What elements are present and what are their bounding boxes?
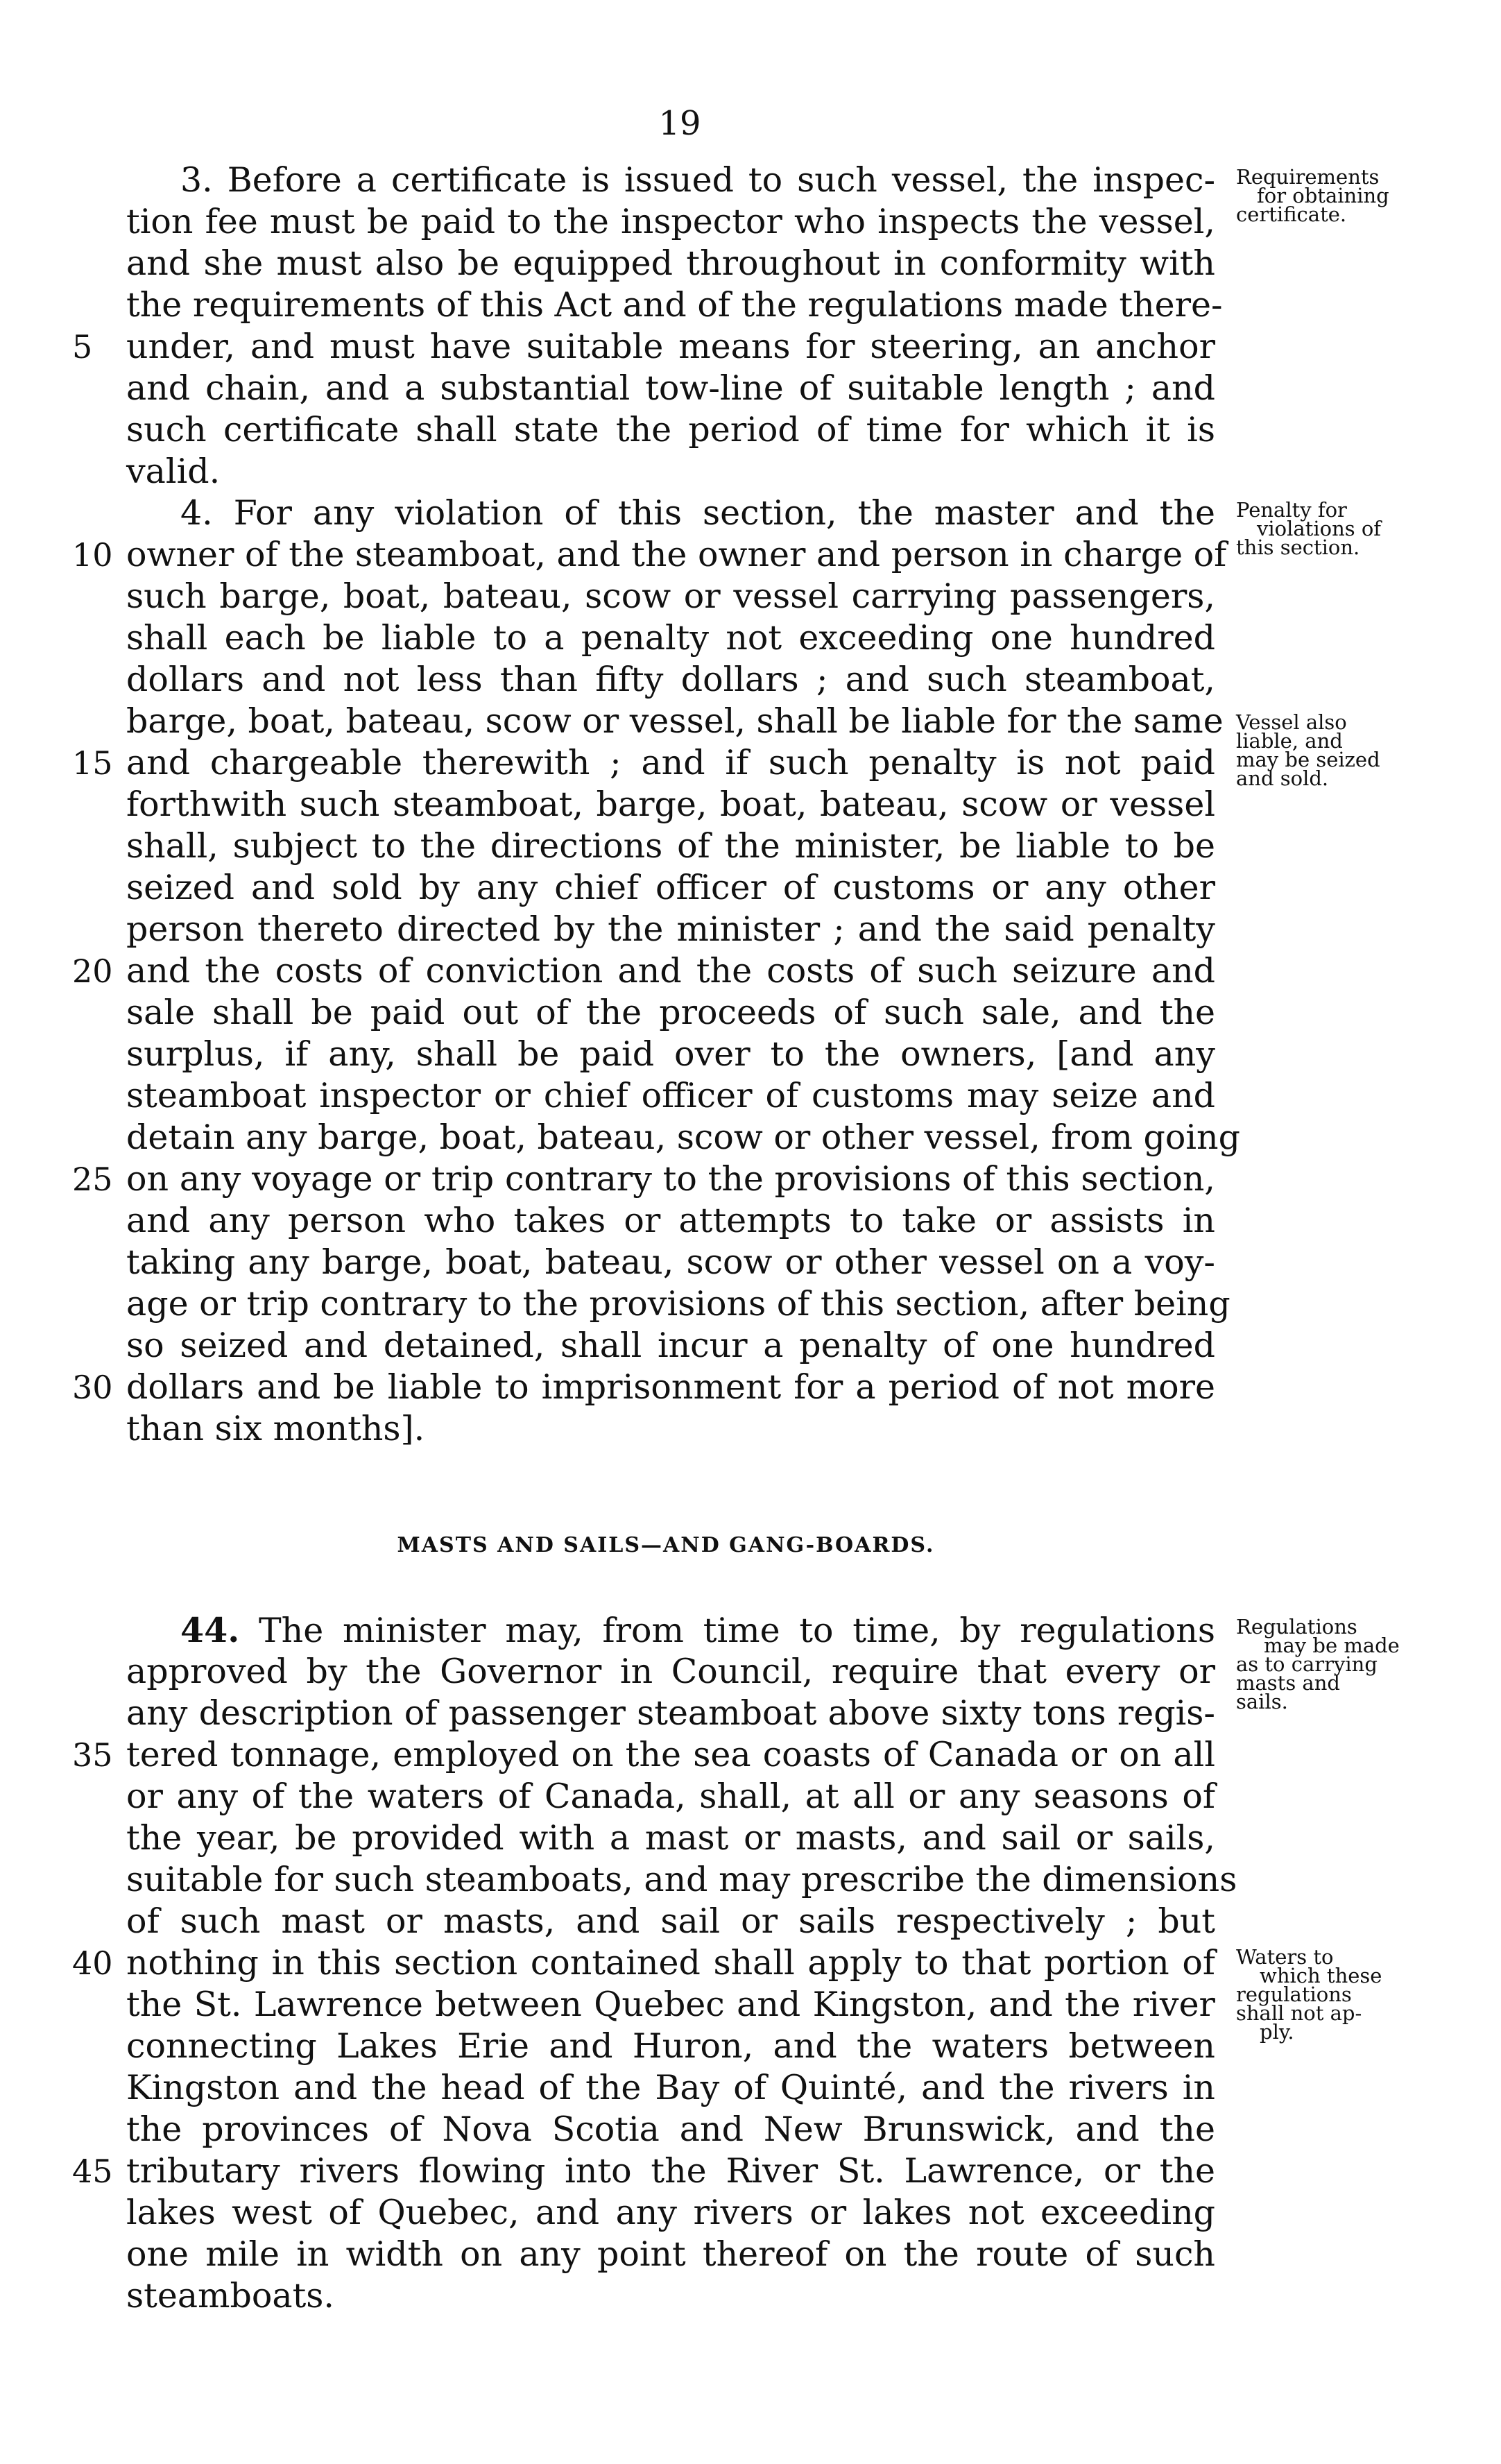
line-number: 25 — [72, 1161, 113, 1198]
text-line: the St. Lawrence between Quebec and Kingston, and the river — [126, 1985, 1215, 2024]
margin-note-vessel-liable — [1236, 710, 1416, 790]
margin-note-regulations — [1236, 1615, 1416, 1713]
section-first-line: The minister may, from time to time, by regulations — [239, 1611, 1215, 1650]
margin-note-line: regulations — [1236, 1983, 1352, 2006]
text-line: steamboats. — [126, 2276, 335, 2316]
margin-note-line: sails. — [1236, 1690, 1288, 1713]
text-line: such certificate shall state the period of time for which it is — [126, 410, 1215, 450]
text-line: dollars and not less than fifty dollars ; and such steamboat, — [126, 660, 1215, 699]
text-line: barge, boat, bateau, scow or vessel, shall be liable for the same — [126, 701, 1224, 741]
text-line: surplus, if any, shall be paid over to the owners, [and any — [126, 1034, 1215, 1074]
text-line: such barge, boat, bateau, scow or vessel carrying passengers, — [126, 576, 1215, 616]
text-line: Kingston and the head of the Bay of Quinté, and the rivers in — [126, 2068, 1215, 2107]
text-line: forthwith such steamboat, barge, boat, bateau, scow or vessel — [126, 785, 1215, 824]
margin-note-penalty — [1236, 498, 1416, 559]
text-line — [126, 1609, 1215, 1652]
text-line: tion fee must be paid to the inspector who inspects the vessel, — [126, 202, 1215, 241]
text-line: than six months]. — [126, 1409, 425, 1448]
margin-note-line: this section. — [1236, 536, 1360, 559]
text-line: the requirements of this Act and of the regulations made there- — [126, 285, 1223, 325]
text-line: and chargeable therewith ; and if such penalty is not paid — [126, 743, 1215, 782]
text-line: and the costs of conviction and the costs of such seizure and — [126, 951, 1215, 991]
margin-note-line: may be seized — [1236, 748, 1380, 771]
section-heading: MASTS AND SAILS—AND GANG-BOARDS. — [397, 1533, 935, 1557]
text-line: nothing in this section contained shall apply to that portion of — [126, 1943, 1215, 1983]
text-line: seized and sold by any chief officer of customs or any other — [126, 868, 1215, 907]
line-number: 10 — [72, 536, 113, 574]
text-line: age or trip contrary to the provisions of this section, after being — [126, 1284, 1230, 1324]
text-line: so seized and detained, shall incur a penalty of one hundred — [126, 1326, 1215, 1365]
line-number: 20 — [72, 952, 113, 990]
margin-note-requirements — [1236, 165, 1416, 226]
line-number: 40 — [72, 1944, 113, 1982]
margin-note-line: and sold. — [1236, 767, 1329, 790]
margin-note-line: liable, and — [1236, 729, 1343, 753]
text-line: and chain, and a substantial tow-line of suitable length ; and — [126, 368, 1215, 408]
text-line: and any person who takes or attempts to take or assists in — [126, 1201, 1215, 1240]
text-line: on any voyage or trip contrary to the provisions of this section, — [126, 1159, 1215, 1199]
text-line: or any of the waters of Canada, shall, at all or any seasons of — [126, 1777, 1215, 1816]
text-line: detain any barge, boat, bateau, scow or other vessel, from going — [126, 1118, 1240, 1157]
text-line: 3. Before a certificate is issued to such vessel, the inspec- — [180, 160, 1215, 200]
text-line: steamboat inspector or chief officer of customs may seize and — [126, 1076, 1215, 1115]
text-line: 4. For any violation of this section, the master and the — [180, 493, 1215, 533]
text-line: owner of the steamboat, and the owner and person in charge of — [126, 535, 1227, 574]
text-line: approved by the Governor in Council, require that every or — [126, 1652, 1215, 1691]
margin-note-line: ply. — [1260, 2020, 1294, 2044]
text-line: under, and must have suitable means for steering, an anchor — [126, 327, 1215, 366]
text-line: one mile in width on any point thereof on the route of such — [126, 2234, 1215, 2274]
margin-note-line: may be made — [1264, 1634, 1400, 1657]
section-number: 44. — [180, 1610, 240, 1650]
text-line: dollars and be liable to imprisonment for a period of not more — [126, 1367, 1215, 1407]
text-line: shall each be liable to a penalty not exceeding one hundred — [126, 618, 1215, 658]
text-line: taking any barge, boat, bateau, scow or other vessel on a voy- — [126, 1242, 1215, 1282]
margin-note-waters — [1236, 1945, 1416, 2044]
text-line: lakes west of Quebec, and any rivers or lakes not exceeding — [126, 2193, 1215, 2232]
margin-note-line: Regulations — [1236, 1615, 1357, 1639]
line-number: 45 — [72, 2153, 113, 2190]
text-line: the year, be provided with a mast or masts, and sail or sails, — [126, 1818, 1215, 1858]
text-line: person thereto directed by the minister ; and the said penalty — [126, 909, 1215, 949]
margin-note-line: Penalty for — [1236, 498, 1347, 522]
margin-note-line: Requirements — [1236, 165, 1380, 189]
text-line: suitable for such steamboats, and may prescribe the dimensions — [126, 1860, 1237, 1899]
line-number: 30 — [72, 1369, 113, 1406]
margin-note-line: Waters to — [1236, 1945, 1334, 1969]
text-line: shall, subject to the directions of the minister, be liable to be — [126, 826, 1215, 866]
line-number: 5 — [72, 328, 93, 366]
text-line: valid. — [126, 452, 221, 491]
text-line: of such mast or masts, and sail or sails respectively ; but — [126, 1901, 1215, 1941]
line-number: 35 — [72, 1736, 113, 1774]
margin-note-line: shall not ap- — [1236, 2001, 1362, 2025]
text-line: the provinces of Nova Scotia and New Brunswick, and the — [126, 2110, 1215, 2149]
line-number: 15 — [72, 744, 113, 782]
text-line: any description of passenger steamboat above sixty tons regis- — [126, 1693, 1215, 1733]
text-line: tributary rivers flowing into the River St. Lawrence, or the — [126, 2151, 1215, 2191]
margin-note-line: as to carrying — [1236, 1652, 1378, 1676]
margin-note-line: which these — [1260, 1964, 1382, 1987]
margin-note-line: certificate. — [1236, 203, 1347, 226]
text-line: sale shall be paid out of the proceeds of such sale, and the — [126, 993, 1215, 1032]
margin-note-line: violations of — [1257, 517, 1382, 540]
margin-note-line: Vessel also — [1236, 710, 1347, 734]
text-line: tered tonnage, employed on the sea coasts of Canada or on all — [126, 1735, 1215, 1774]
text-line: connecting Lakes Erie and Huron, and the waters between — [126, 2026, 1215, 2066]
text-line: and she must also be equipped throughout in conformity with — [126, 243, 1215, 283]
page-number: 19 — [658, 104, 701, 143]
margin-note-line: for obtaining — [1257, 184, 1389, 207]
margin-note-line: masts and — [1236, 1671, 1340, 1695]
